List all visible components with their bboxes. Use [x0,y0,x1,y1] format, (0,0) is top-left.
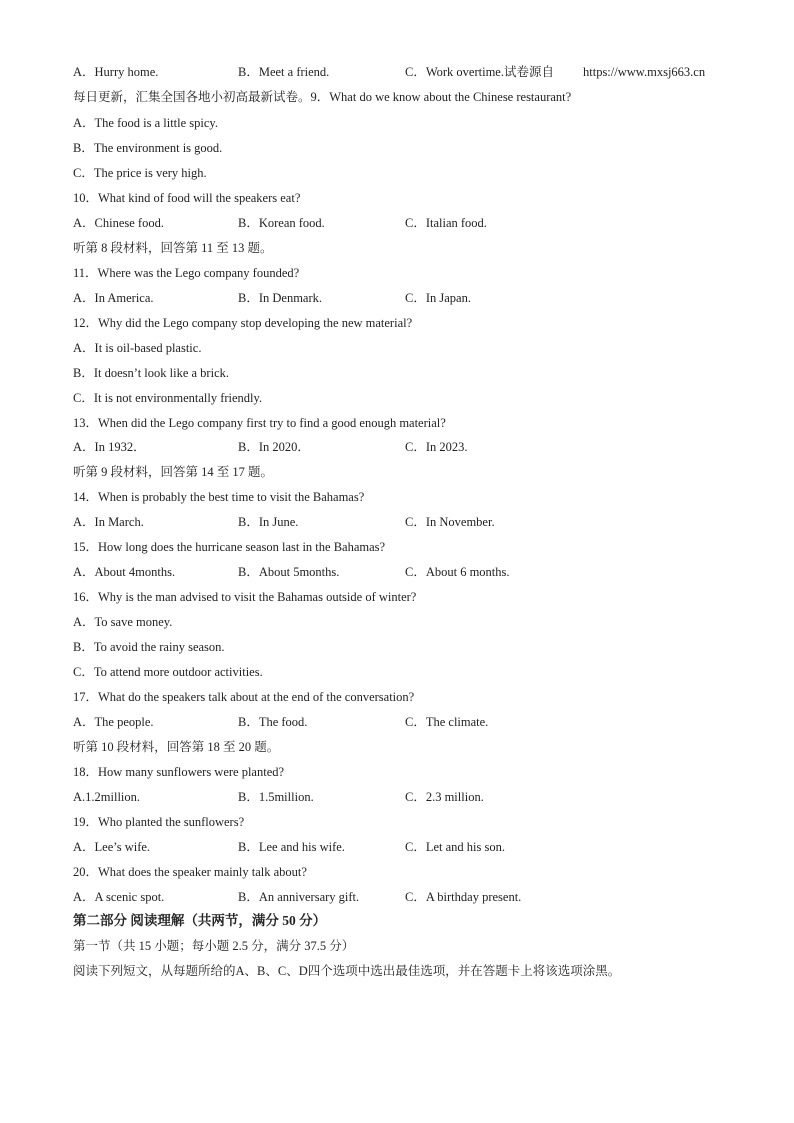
q12-option-a: A．It is oil-based plastic. [73,341,202,355]
q17-option-a: A．The people. [73,715,154,729]
q14-option-c: C．In November. [405,515,495,529]
q12-option-c: C．It is not environmentally friendly. [73,391,263,405]
q17-option-c: C．The climate. [405,715,489,729]
q13-option-c: C．In 2023. [405,440,468,454]
section-9-instruction: 听第 9 段材料，回答第 14 至 17 题。 [73,465,274,479]
q20-option-c: C．A birthday present. [405,890,522,904]
q19-stem: 19．Who planted the sunflowers? [73,815,245,829]
q16-option-b: B．To avoid the rainy season. [73,640,225,654]
q12-stem: 12．Why did the Lego company stop developing the new material? [73,316,413,330]
q8-option-c: C．Work overtime.试卷源自 [405,65,554,79]
q14-option-a: A．In March. [73,515,144,529]
q10-option-b: B．Korean food. [238,216,325,230]
q19-option-c: C．Let and his son. [405,840,505,854]
q18-option-a: A.1.2million. [73,790,141,804]
section-10-instruction: 听第 10 段材料，回答第 18 至 20 题。 [73,740,280,754]
q20-option-b: B．An anniversary gift. [238,890,360,904]
q19-option-a: A．Lee’s wife. [73,840,151,854]
q9-option-a: A．The food is a little spicy. [73,116,218,130]
q11-option-a: A．In America. [73,291,154,305]
q16-option-c: C．To attend more outdoor activities. [73,665,263,679]
q17-stem: 17．What do the speakers talk about at the end of the conversation? [73,690,415,704]
q20-option-a: A．A scenic spot. [73,890,165,904]
q16-option-a: A．To save money. [73,615,173,629]
q10-option-a: A．Chinese food. [73,216,164,230]
q11-option-c: C．In Japan. [405,291,471,305]
q14-option-b: B．In June. [238,515,299,529]
part2-title: 第二部分 阅读理解（共两节，满分 50 分） [73,913,327,928]
section-8-instruction: 听第 8 段材料，回答第 11 至 13 题。 [73,241,273,255]
q12-option-b: B．It doesn’t look like a brick. [73,366,229,380]
q11-stem: 11．Where was the Lego company founded? [73,266,300,280]
q9-option-c: C．The price is very high. [73,166,207,180]
q15-stem: 15．How long does the hurricane season last in the Bahamas? [73,540,386,554]
q13-stem: 13．When did the Lego company first try to find a good enough material? [73,416,446,430]
q18-option-b: B．1.5million. [238,790,314,804]
q17-option-b: B．The food. [238,715,308,729]
q9-option-b: B．The environment is good. [73,141,223,155]
source-url: https://www.mxsj663.cn [583,65,706,79]
q15-option-a: A．About 4months. [73,565,176,579]
q13-option-a: A．In 1932． [73,440,146,454]
q20-stem: 20．What does the speaker mainly talk about? [73,865,307,879]
q19-option-b: B．Lee and his wife. [238,840,345,854]
q14-stem: 14．When is probably the best time to visit the Bahamas? [73,490,365,504]
q8-option-a: A．Hurry home. [73,65,159,79]
q8-option-b: B．Meet a friend. [238,65,330,79]
q10-option-c: C．Italian food. [405,216,487,230]
q18-option-c: C．2.3 million. [405,790,484,804]
part2-instruction: 阅读下列短文，从每题所给的A、B、C、D四个选项中选出最佳选项，并在答题卡上将该选项涂黑。 [73,964,621,978]
q15-option-b: B．About 5months. [238,565,340,579]
part2-section1-heading: 第一节（共 15 小题；每小题 2.5 分，满分 37.5 分） [73,939,355,953]
q13-option-b: B．In 2020． [238,440,310,454]
q11-option-b: B．In Denmark. [238,291,323,305]
q16-stem: 16．Why is the man advised to visit the Bahamas outside of winter? [73,590,417,604]
q15-option-c: C．About 6 months. [405,565,510,579]
q10-stem: 10．What kind of food will the speakers eat? [73,191,301,205]
q18-stem: 18．How many sunflowers were planted? [73,765,285,779]
notice-and-q9-stem: 每日更新，汇集全国各地小初高最新试卷。9．What do we know about the Chinese restaurant? [73,90,572,104]
